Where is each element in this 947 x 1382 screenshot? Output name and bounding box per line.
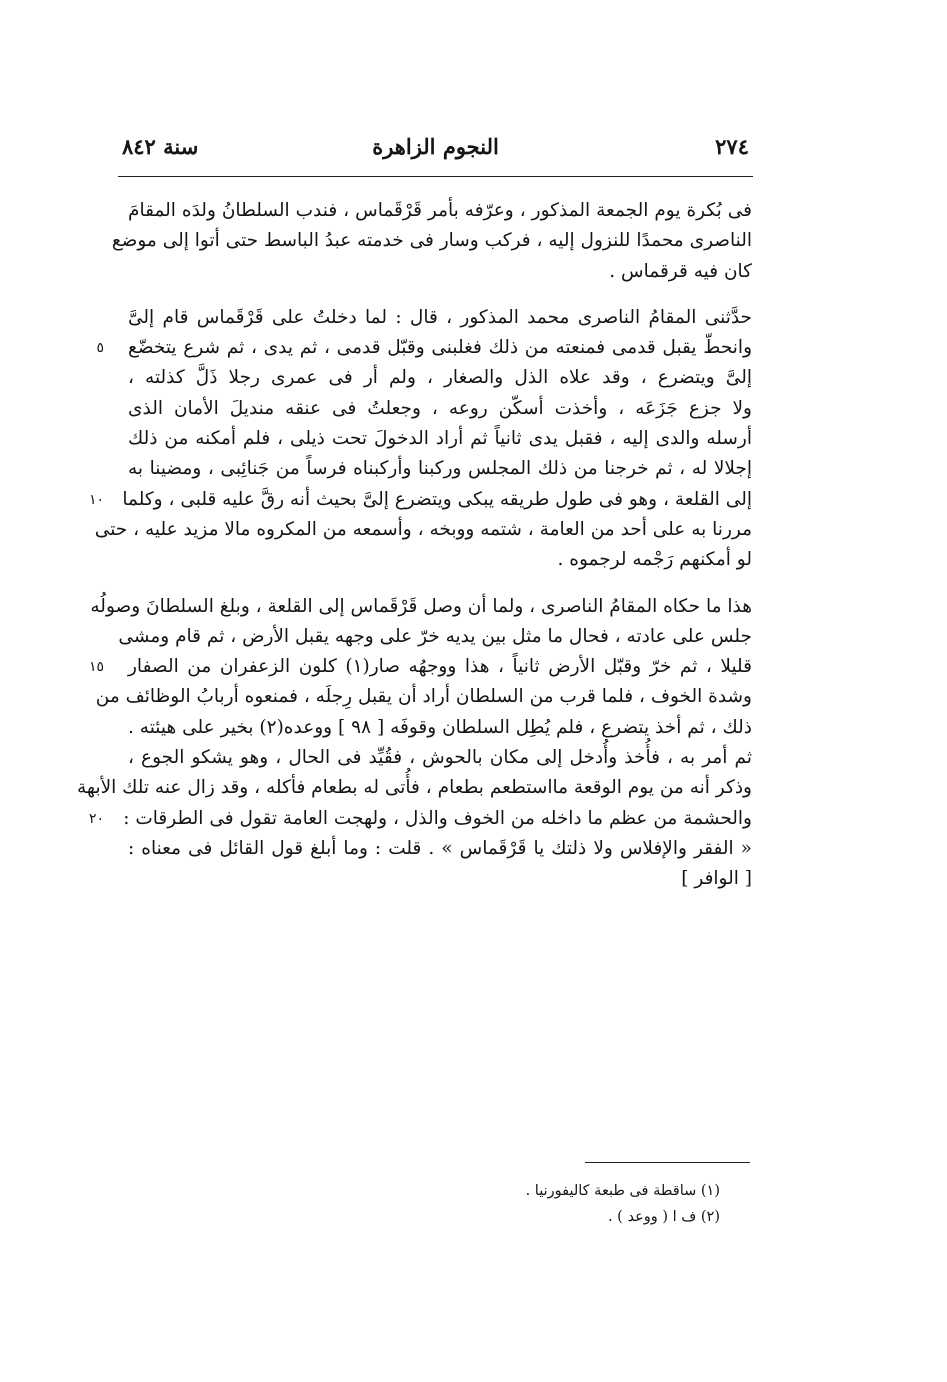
line-text: لو أمكنهم رَجْمه لرجموه . [557, 549, 752, 571]
line-text: [ الوافر ] [681, 868, 752, 890]
line-text: أرسله والدى إليه ، فقبل يدى ثانياً ثم أراد الدخولَ تحت ذيلى ، فلم أمكنه من ذلك [128, 428, 752, 450]
line-text: ولا جزع جَزَعَه ، وأخذت أسكّن روعه ، وجعلتُ فى عنقه منديلَ الأمان الذى [128, 397, 752, 419]
text-line [88, 804, 752, 834]
page-number: ٢٧٤ [715, 134, 749, 159]
text-line [111, 226, 752, 256]
text-line [94, 515, 752, 545]
line-text: إجلالا له ، ثم خرجنا من ذلك المجلس وركبنا وأركبناه فرساً من جَنائِبى ، ومضينا به [128, 458, 752, 480]
text-line [96, 333, 752, 363]
footnotes [300, 1178, 720, 1230]
paragraph-gap [128, 287, 752, 303]
book-title: النجوم الزاهرة [372, 134, 499, 159]
line-text: ذلك ، ثم أخذ يتضرع ، فلم يُطِل السلطان وقوفَه [ ٩٨ ] ووعده(٢) بخير على هيئته . [128, 716, 752, 738]
line-text: كان فيه قرقماس . [609, 260, 752, 282]
header-rule [118, 176, 753, 177]
line-text: إلى القلعة ، وهو فى طول طريقه يبكى ويتضرع إلىَّ بحيث أنه رقَّ عليه قلبى ، وكلما [122, 488, 752, 510]
text-line [128, 303, 752, 333]
line-text: الناصرى محمدًا للنزول إليه ، فركب وسار فى خدمته عبدُ الباسط حتى أتوا إلى موضع [111, 230, 752, 252]
line-text: وشدة الخوف ، فلما قرب من السلطان أراد أن يقبل رِجلَه ، فمنعوه أربابُ الوظائف من [95, 686, 752, 708]
text-line [128, 713, 752, 743]
footnote: (٢) ف ا ( ووعد ) . [607, 1209, 720, 1225]
text-line [95, 682, 752, 712]
line-text: إلىَّ ويتضرع ، وقد علاه الذل والصغار ، ولم أر فى عمرى رجلا ذَلَّ كذلته ، [128, 367, 752, 389]
text-line [128, 424, 752, 454]
line-number: ٥ [96, 340, 104, 357]
text-line [118, 622, 752, 652]
text-line [128, 454, 752, 484]
paragraph-gap [128, 576, 752, 592]
line-text: وانحطّ يقبل قدمى فمنعته من ذلك فغلبنى وقبّل قدمى ، ثم يدى ، ثم شرع يتخضّع [128, 337, 752, 359]
line-text: والحشمة من عظم ما داخله من الخوف والذل ، ولهجت العامة تقول فى الطرقات : [123, 807, 752, 829]
line-text: فى بُكرة يوم الجمعة المذكور ، وعرّفه بأمر قَرْقَماس ، فندب السلطانُ ولدَه المقامَ [128, 200, 752, 221]
text-line [128, 363, 752, 393]
line-text: قليلا ، ثم خرّ وقبّل الأرض ثانياً ، هذا ووجهُه صار(١) كلون الزعفران من الصفار [128, 656, 753, 678]
line-text: مررنا به على أحد من العامة ، شتمه ووبخه ، وأسمعه من المكروه مالا مزيد عليه ، حتى [94, 518, 752, 540]
running-header [118, 134, 753, 174]
line-text: « الفقر والإفلاس ولا ذلتك يا قَرْقَماس » . قلت : وما أبلغ قول القائل فى معناه : [128, 837, 752, 859]
text-line [128, 257, 752, 287]
year-label: سنة ٨٤٢ [122, 134, 199, 159]
line-text: حدَّثنى المقامُ الناصرى محمد المذكور ، قال : لما دخلتُ على قَرْقَماس قام إلىَّ [128, 306, 752, 328]
footnote: (١) ساقطة فى طبعة كاليفورنيا . [525, 1183, 720, 1199]
text-line [128, 545, 752, 575]
line-number: ١٠ [88, 491, 104, 508]
main-text [77, 196, 753, 895]
text-line [77, 773, 752, 803]
line-number: ١٥ [88, 659, 104, 676]
text-line [90, 592, 752, 622]
line-text: وذكر أنه من يوم الوقعة مااستطعم بطعام ، فأُتى له بطعام فأكله ، وقد زال عنه تلك الأبهة [77, 777, 752, 799]
text-line [88, 652, 753, 682]
text-line [128, 196, 752, 226]
text-line [128, 834, 752, 864]
text-line [88, 485, 752, 515]
text-line [128, 743, 752, 773]
text-line [128, 394, 752, 424]
line-text: جلس على عادته ، فحال ما مثل بين يديه خرّ على وجهه يقبل الأرض ، ثم قام ومشى [118, 625, 752, 647]
text-line [128, 864, 752, 894]
line-text: ثم أمر به ، فأُخذ وأُدخل إلى مكان بالحوش ، فقُيِّد فى الحال ، وهو يشكو الجوع ، [128, 747, 752, 769]
line-text: هذا ما حكاه المقامُ الناصرى ، ولما أن وصل قَرْقَماس إلى القلعة ، وبلغ السلطانَ وصولُه [90, 595, 752, 617]
footnote-rule [585, 1162, 750, 1163]
line-number: ٢٠ [88, 810, 104, 827]
